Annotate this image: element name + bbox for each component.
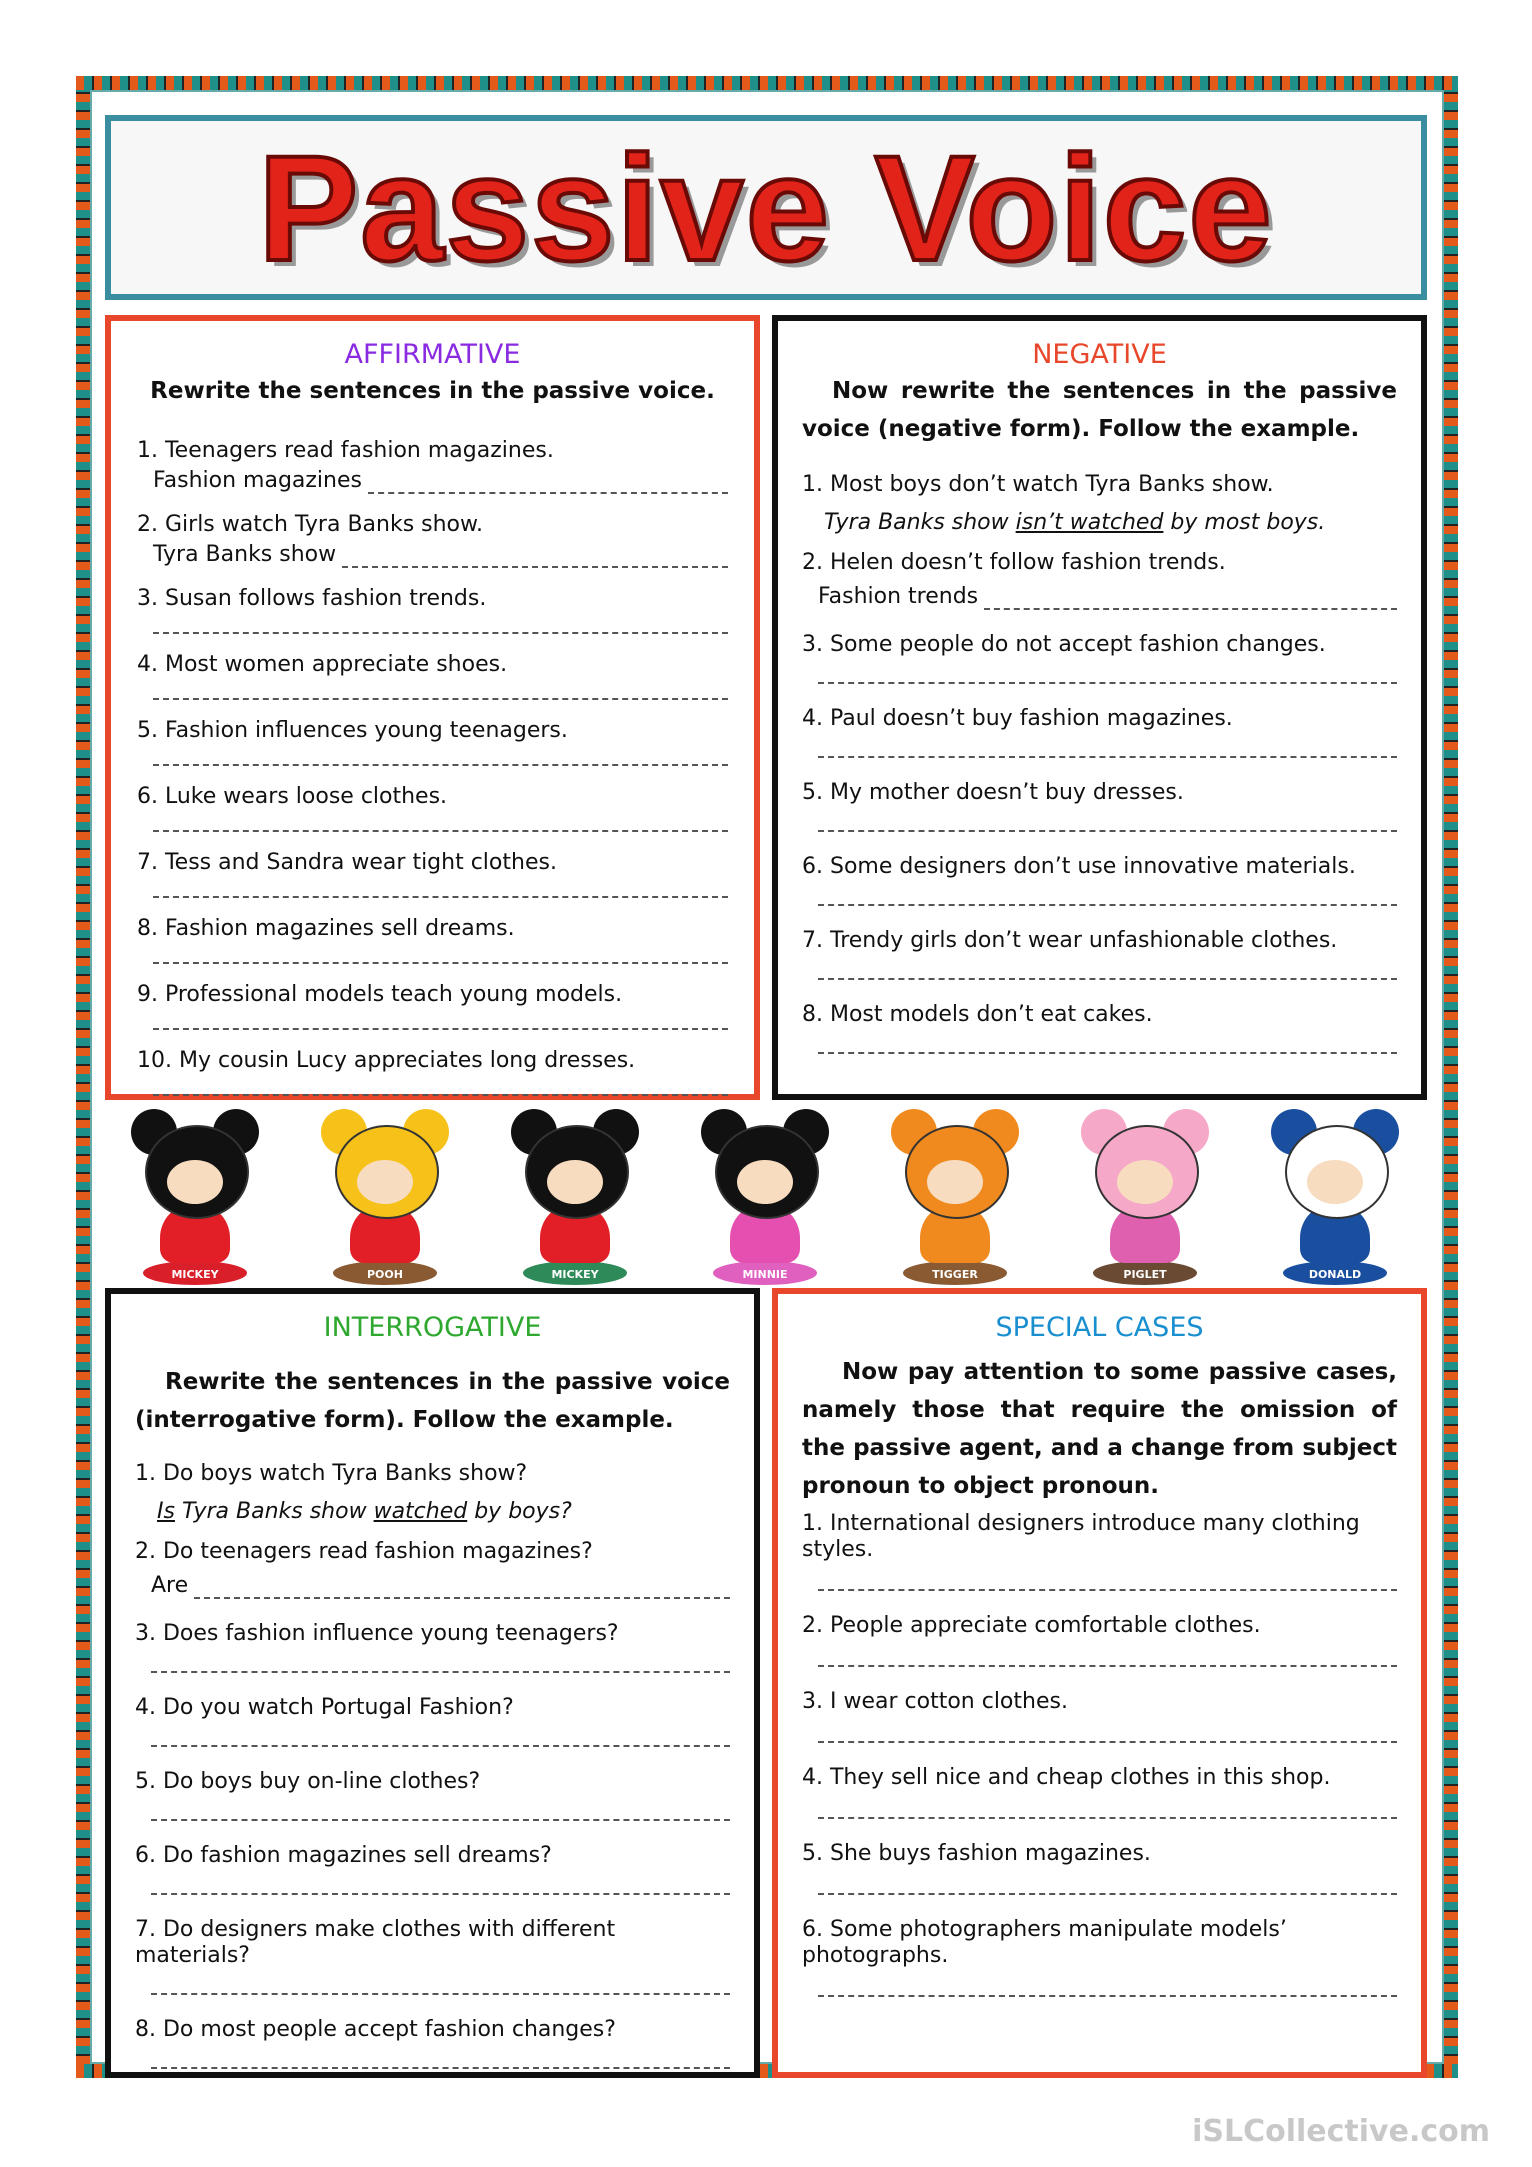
piglet-figure <box>1075 1105 1215 1285</box>
exercise-item: 5. She buys fashion magazines. <box>802 1841 1151 1866</box>
answer-line[interactable] <box>368 476 728 494</box>
special-cases-list <box>802 1511 1397 1997</box>
exercise-item: 6. Some photographers manipulate models’ photographs. <box>802 1917 1287 1968</box>
exercise-item: 4. Most women appreciate shoes. <box>137 652 508 677</box>
interrogative-instruction: Rewrite the sentences in the passive voice (interrogative form). Follow the example. <box>135 1369 730 1433</box>
answer-line[interactable] <box>153 880 728 898</box>
answer-line[interactable] <box>818 888 1397 906</box>
special-cases-heading: SPECIAL CASES <box>995 1312 1204 1343</box>
answer-line[interactable] <box>818 1725 1397 1743</box>
answer-line[interactable] <box>153 616 728 634</box>
mickey-mouse-sitting-figure <box>505 1105 645 1285</box>
answer-line[interactable] <box>818 1877 1397 1895</box>
answer-line[interactable] <box>153 748 728 766</box>
negative-list <box>802 550 1397 1054</box>
exercise-item: 7. Trendy girls don’t wear unfashionable clothes. <box>802 928 1338 953</box>
exercise-item: 6. Some designers don’t use innovative materials. <box>802 854 1356 879</box>
interrogative-section <box>105 1288 760 2078</box>
exercise-item: 7. Tess and Sandra wear tight clothes. <box>137 850 557 875</box>
answer-line[interactable] <box>818 1036 1397 1054</box>
answer-line[interactable] <box>818 666 1397 684</box>
answer-line[interactable] <box>151 1803 730 1821</box>
exercise-item: 7. Do designers make clothes with different materials? <box>135 1917 616 1968</box>
winnie-the-pooh-figure <box>315 1105 455 1285</box>
answer-line[interactable] <box>153 814 728 832</box>
exercise-item: 2. Girls watch Tyra Banks show. <box>137 512 483 537</box>
answer-line[interactable] <box>151 1877 730 1895</box>
interrogative-heading: INTERROGATIVE <box>323 1312 542 1343</box>
answer-text: by most boys. <box>1163 510 1326 535</box>
answer-line[interactable] <box>818 962 1397 980</box>
exercise-item: 2. Do teenagers read fashion magazines? <box>135 1539 593 1564</box>
character-label: POOH <box>367 1268 403 1281</box>
answer-line[interactable] <box>153 1012 728 1030</box>
page-title: Passive Voice <box>258 123 1274 292</box>
character-label: PIGLET <box>1123 1268 1167 1281</box>
answer-line[interactable] <box>194 1581 730 1599</box>
affirmative-section <box>105 315 760 1100</box>
tigger-figure <box>885 1105 1025 1285</box>
answer-start: Fashion magazines <box>153 468 362 493</box>
answer-text: by boys? <box>467 1499 572 1524</box>
negative-example-answer <box>802 510 1397 536</box>
interrogative-example-question: 1. Do boys watch Tyra Banks show? <box>135 1461 528 1486</box>
affirmative-list <box>137 438 728 1096</box>
exercise-item: 3. Some people do not accept fashion changes. <box>802 632 1326 657</box>
special-cases-instruction: Now pay attention to some passive cases, namely those that require the omission of the passive agent, and a change from subject pronoun to object pronoun. <box>802 1359 1397 1499</box>
answer-line[interactable] <box>151 2051 730 2069</box>
answer-text: Tyra Banks show <box>824 510 1016 535</box>
exercise-item: 2. People appreciate comfortable clothes. <box>802 1613 1261 1638</box>
answer-line[interactable] <box>818 740 1397 758</box>
exercise-item: 5. My mother doesn’t buy dresses. <box>802 780 1184 805</box>
answer-start: Tyra Banks show <box>153 542 337 567</box>
exercise-item: 3. Does fashion influence young teenagers? <box>135 1621 619 1646</box>
exercise-item: 9. Professional models teach young models. <box>137 982 623 1007</box>
character-label: MINNIE <box>742 1268 788 1281</box>
answer-line[interactable] <box>342 550 728 568</box>
mickey-mouse-figure <box>125 1105 265 1285</box>
exercise-item: 10. My cousin Lucy appreciates long dresses. <box>137 1048 636 1073</box>
affirmative-instruction: Rewrite the sentences in the passive voice. <box>150 378 715 404</box>
exercise-item: 1. Teenagers read fashion magazines. <box>137 438 554 463</box>
answer-line[interactable] <box>818 1573 1397 1591</box>
exercise-item: 3. I wear cotton clothes. <box>802 1689 1068 1714</box>
answer-line[interactable] <box>818 1649 1397 1667</box>
exercise-item: 8. Do most people accept fashion changes? <box>135 2017 616 2042</box>
exercise-item: 4. They sell nice and cheap clothes in this shop. <box>802 1765 1331 1790</box>
exercise-item: 1. International designers introduce many clothing styles. <box>802 1511 1360 1562</box>
title-banner <box>105 115 1427 300</box>
exercise-item: 3. Susan follows fashion trends. <box>137 586 487 611</box>
answer-line[interactable] <box>153 946 728 964</box>
exercise-item: 6. Do fashion magazines sell dreams? <box>135 1843 552 1868</box>
character-label: MICKEY <box>171 1268 219 1281</box>
watermark: iSLCollective.com <box>1192 2114 1490 2149</box>
affirmative-heading: AFFIRMATIVE <box>344 339 521 370</box>
interrogative-list <box>135 1539 730 2069</box>
exercise-item: 5. Fashion influences young teenagers. <box>137 718 568 743</box>
character-label: TIGGER <box>932 1268 978 1281</box>
answer-text: Tyra Banks show <box>174 1499 374 1524</box>
answer-line[interactable] <box>818 1801 1397 1819</box>
answer-line[interactable] <box>151 1977 730 1995</box>
exercise-item: 4. Do you watch Portugal Fashion? <box>135 1695 514 1720</box>
answer-start: Fashion trends <box>818 584 979 609</box>
negative-heading: NEGATIVE <box>1032 339 1167 370</box>
character-strip <box>105 1105 1427 1285</box>
answer-line[interactable] <box>153 1078 728 1096</box>
answer-underlined: isn’t watched <box>1015 510 1164 535</box>
exercise-item: 8. Most models don’t eat cakes. <box>802 1002 1153 1027</box>
answer-line[interactable] <box>151 1729 730 1747</box>
exercise-item: 5. Do boys buy on-line clothes? <box>135 1769 481 1794</box>
exercise-item: 6. Luke wears loose clothes. <box>137 784 448 809</box>
exercise-item: 2. Helen doesn’t follow fashion trends. <box>802 550 1226 575</box>
answer-line[interactable] <box>818 1979 1397 1997</box>
answer-line[interactable] <box>151 1655 730 1673</box>
character-label: MICKEY <box>551 1268 599 1281</box>
negative-example-question: 1. Most boys don’t watch Tyra Banks show. <box>802 472 1274 497</box>
exercise-item: 8. Fashion magazines sell dreams. <box>137 916 515 941</box>
donald-duck-figure <box>1265 1105 1405 1285</box>
answer-start: Are <box>151 1573 189 1598</box>
answer-line[interactable] <box>984 592 1397 610</box>
exercise-item: 4. Paul doesn’t buy fashion magazines. <box>802 706 1233 731</box>
answer-line[interactable] <box>153 682 728 700</box>
negative-instruction: Now rewrite the sentences in the passive voice (negative form). Follow the example. <box>802 378 1397 442</box>
answer-underlined: Is <box>157 1499 175 1524</box>
answer-underlined: watched <box>373 1499 468 1524</box>
character-label: DONALD <box>1308 1268 1362 1281</box>
answer-line[interactable] <box>818 814 1397 832</box>
negative-section <box>772 315 1427 1100</box>
interrogative-example-answer <box>135 1499 730 1525</box>
special-cases-section <box>772 1288 1427 2078</box>
minnie-mouse-figure <box>695 1105 835 1285</box>
